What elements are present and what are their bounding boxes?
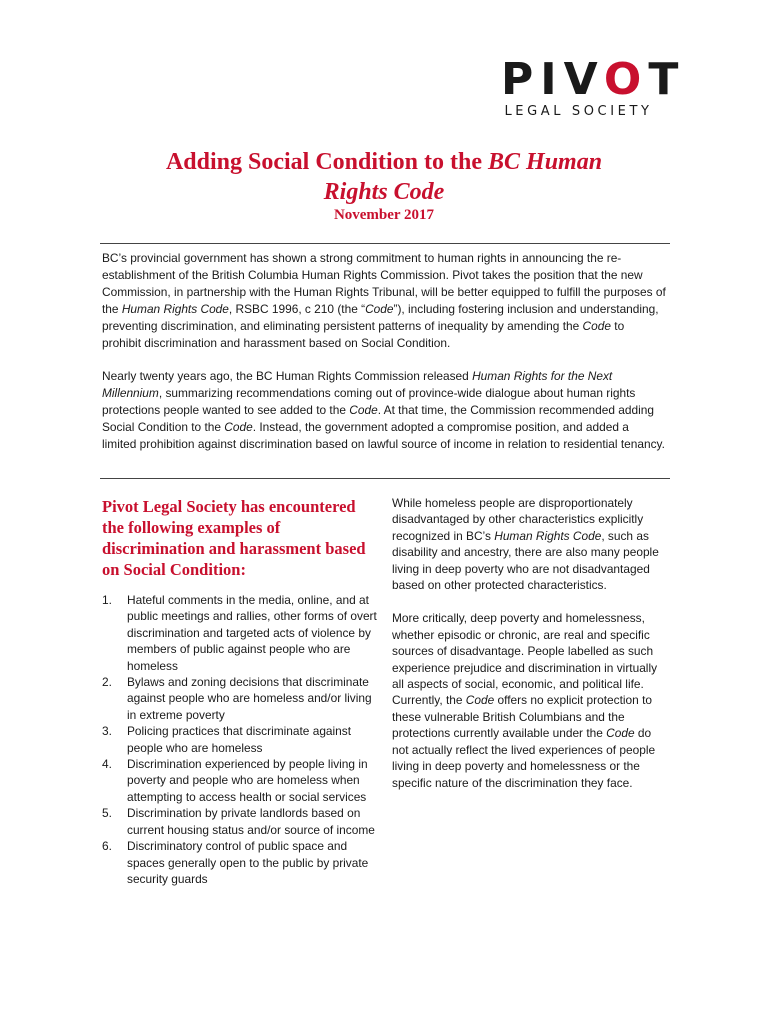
explanation-paragraph-2: More critically, deep poverty and homelessness, whether episodic or chronic, are real and specific sources of disadvantage. People labelled as such experience prejudice and discrimination in virtually all aspects of social, economic, and political life. Currently, the Code offers no explicit protection to these vulnerable British Columbians and the protections currently available under the Code do not actually reflect the lived experiences of people living in deep poverty and homelessness or the specific nature of the discrimination they face. <box>392 611 658 790</box>
logo-wordmark: PIVOT <box>501 54 686 105</box>
list-item: 2. Bylaws and zoning decisions that discriminate against people who are homeless and/or living in extreme poverty <box>102 675 372 722</box>
explanation-column <box>392 495 670 808</box>
explanation-paragraph-1: While homeless people are disproportionately disadvantaged by other characteristics explicitly recognized in BC’s Human Rights Code, such as disability and ancestry, there are also many people living in deep poverty who are not disadvantaged based on other protected characteristics. <box>392 496 659 593</box>
intro-section <box>102 250 666 469</box>
top-divider <box>100 243 670 244</box>
middle-divider <box>100 478 670 479</box>
logo-subtitle: LEGAL SOCIETY <box>504 104 653 119</box>
intro-paragraph-2: Nearly twenty years ago, the BC Human Rights Commission released Human Rights for the Next Millennium, summarizing recommendations coming out of province-wide dialogue about human rights protections people wanted to see added to the Code. At that time, the Commission recommended adding Social Condition to the Code. Instead, the government adopted a compromise position, and added a limited prohibition against discrimination based on lawful source of income in relation to residential tenancy. <box>102 369 665 451</box>
list-item: 4. Discrimination experienced by people living in poverty and people who are homeless when attempting to access health or social services <box>102 757 368 804</box>
document-date: November 2017 <box>333 207 435 223</box>
page-title: Adding Social Condition to the BC Human Rights Code <box>165 149 603 205</box>
pivot-logo <box>501 54 686 119</box>
intro-paragraph-1: BC’s provincial government has shown a strong commitment to human rights in announcing the re-establishment of the British Columbia Human Rights Commission. Pivot takes the position that the new Commission, in partnership with the Human Rights Tribunal, will be better equipped to fulfill the purposes of the Human Rights Code, RSBC 1996, c 210 (the “Code”), including fostering inclusion and understanding, preventing discrimination, and eliminating persistent patterns of inequality by amending the Code to prohibit discrimination and harassment based on Social Condition. <box>102 251 666 350</box>
examples-list <box>102 592 378 887</box>
examples-heading: Pivot Legal Society has encountered the following examples of discrimination and harassment based on Social Condition: <box>102 497 366 579</box>
list-item: 6. Discriminatory control of public space and spaces generally open to the public by private security guards <box>102 839 369 886</box>
examples-column <box>102 496 378 887</box>
list-item: 1. Hateful comments in the media, online, and at public meetings and rallies, other forms of overt discrimination and targeted acts of violence by members of public against people who are homeless <box>102 593 377 673</box>
list-item: 3. Policing practices that discriminate against people who are homeless <box>102 724 352 755</box>
list-item: 5. Discrimination by private landlords based on current housing status and/or source of income <box>102 806 375 837</box>
